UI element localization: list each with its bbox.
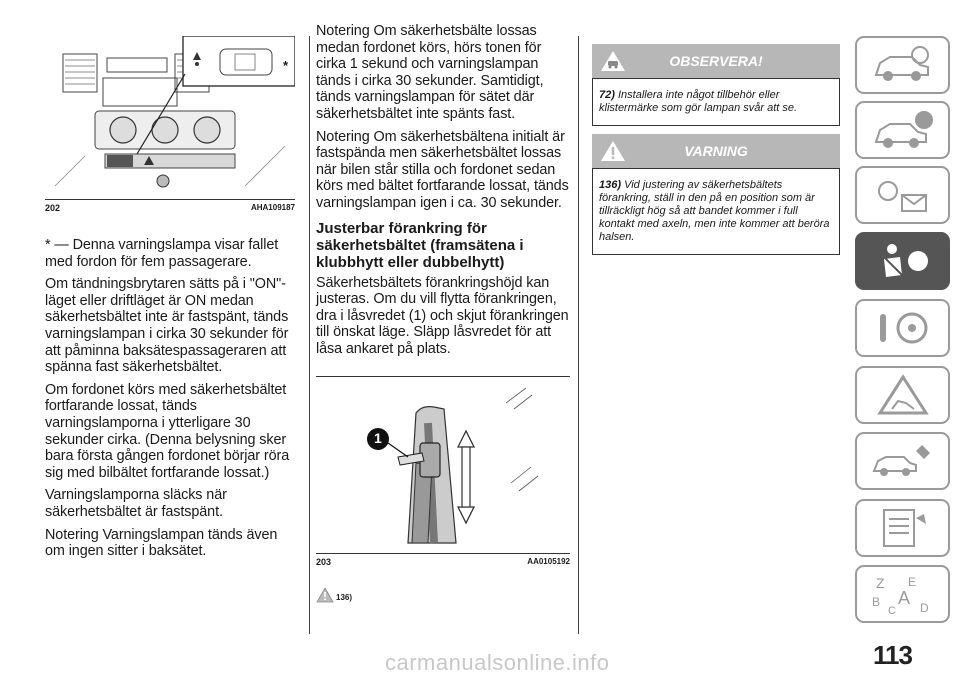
tab-specs-list[interactable]	[855, 499, 950, 557]
inset-asterisk: *	[283, 58, 289, 73]
varning-box	[592, 134, 840, 255]
warning-ref-number: 136)	[336, 593, 353, 602]
tab-seatbelt-airbag[interactable]	[855, 232, 950, 290]
seatbelt-airbag-icon	[868, 239, 938, 283]
steering-key-icon	[868, 306, 938, 350]
col2-paragraph-1: Notering Om säkerhetsbälte lossas medan fordonet körs, hörs tonen för cirka 1 sekund och varningslampan tänds i cirka 30 sekunder. Samtidigt, tänds varningslampan för sätet där säkerhetsbältet inte spänts fast.	[316, 23, 544, 122]
callout-number: 1	[374, 429, 382, 446]
warning-triangle-icon	[316, 587, 334, 603]
column-divider-1	[309, 36, 310, 634]
figure-203-caption	[316, 553, 570, 567]
col1-paragraph-3: Om fordonet körs med säkerhetsbältet fortfarande lossat, tänds varningslamporna i ytterligare 30 sekunder cirka. (Denna belysning sker bara första gången fordonet börjar röra sig med bilbältet fortfarande lossat.)	[45, 381, 290, 481]
col1-paragraph-2: Om tändningsbrytaren sätts på i "ON"-läget eller driftläget är ON medan säkerhetsbältet inte är fastspänt, tänds varningslampan i cirka 30 sekunder för att påminna baksätespassageraren att spänna fast säkerhetsbältet.	[45, 276, 289, 376]
warning-triangle-icon	[600, 140, 626, 162]
svg-text:A: A	[897, 588, 910, 608]
col1-paragraph-4: Varningslamporna släcks när säkerhetsbältet är fastspänt.	[45, 487, 227, 520]
column-divider-2	[578, 36, 579, 634]
svg-text:B: B	[871, 595, 880, 609]
figure-code: AHA109187	[250, 203, 295, 212]
col2-paragraph-3: Säkerhetsbältets förankringshöjd kan justeras. Om du vill flytta förankringen, dra i låsvredet (1) och skjut förankringen till önskat läge. Släpp låsvredet för att låsa ankaret på plats.	[316, 274, 569, 357]
observera-content	[592, 78, 840, 126]
observera-number: 72)	[599, 89, 615, 101]
figure-202	[45, 36, 295, 213]
car-info-icon	[868, 43, 938, 87]
svg-text:Z: Z	[875, 575, 885, 591]
specs-list-icon	[868, 506, 938, 550]
car-service-icon	[868, 439, 938, 483]
alphabet-index-icon	[868, 572, 938, 616]
tab-alphabet-index[interactable]	[855, 565, 950, 623]
varning-header	[592, 134, 840, 168]
svg-text:D: D	[919, 601, 929, 615]
varning-text: Vid justering av säkerhetsbältets förankring, ställ in den på en position som är tillräckligt hög så att bandet kommer i full kontakt med axeln, men inte kommer att beröra halsen.	[599, 179, 830, 243]
col1-paragraph-1: * — Denna varningslampa visar fallet med fordon för fem passagerare.	[45, 237, 279, 270]
warning-triangle-icon	[868, 373, 938, 417]
column-3	[592, 44, 840, 255]
figure-203	[316, 376, 570, 567]
figure-number: 203	[316, 556, 332, 567]
warning-reference	[316, 587, 570, 603]
col1-paragraph-5: Notering Varningslampan tänds även om ingen sitter i baksätet.	[45, 526, 278, 560]
page-number: 113	[873, 640, 912, 670]
observera-title: OBSERVERA!	[669, 53, 763, 69]
column-2	[316, 23, 570, 603]
observera-header	[592, 44, 840, 78]
observera-text: Installera inte något tillbehör eller klistermärke som gör lampan svår att se.	[599, 89, 798, 114]
watermark: carmanualsonline.info	[385, 650, 610, 675]
column-1	[45, 0, 295, 566]
col2-paragraph-2: Notering Om säkerhetsbältena initialt är fastspända men säkerhetsbältet lossas när bilen står stilla och fordonet sedan körs med bältet fortfarande lossat, tänds varningslampan igen i ca. 30 sekunder.	[316, 128, 569, 211]
svg-text:C: C	[887, 605, 896, 616]
varning-content	[592, 168, 840, 255]
varning-title: VARNING	[684, 143, 748, 159]
tab-car-warning[interactable]	[855, 101, 950, 159]
tab-car-info[interactable]	[855, 36, 950, 94]
varning-number: 136)	[599, 179, 622, 191]
car-warning-icon	[868, 108, 938, 152]
figure-202-caption	[45, 199, 295, 213]
belt-anchor-illustration	[316, 383, 570, 548]
car-lamp-icon	[600, 50, 626, 72]
tab-dashboard-lights[interactable]	[855, 166, 950, 224]
dashboard-lights-icon	[868, 173, 938, 217]
figure-number: 202	[45, 203, 61, 213]
tab-steering-key[interactable]	[855, 299, 950, 357]
svg-text:E: E	[907, 575, 916, 589]
observera-box	[592, 44, 840, 126]
figure-code: AA0105192	[527, 556, 570, 566]
tab-car-service[interactable]	[855, 432, 950, 490]
tab-warning-triangle[interactable]	[855, 366, 950, 424]
dashboard-illustration	[45, 36, 295, 194]
section-heading: Justerbar förankring för säkerhetsbältet (framsätena i klubbhytt eller dubbelhytt)	[316, 219, 524, 271]
